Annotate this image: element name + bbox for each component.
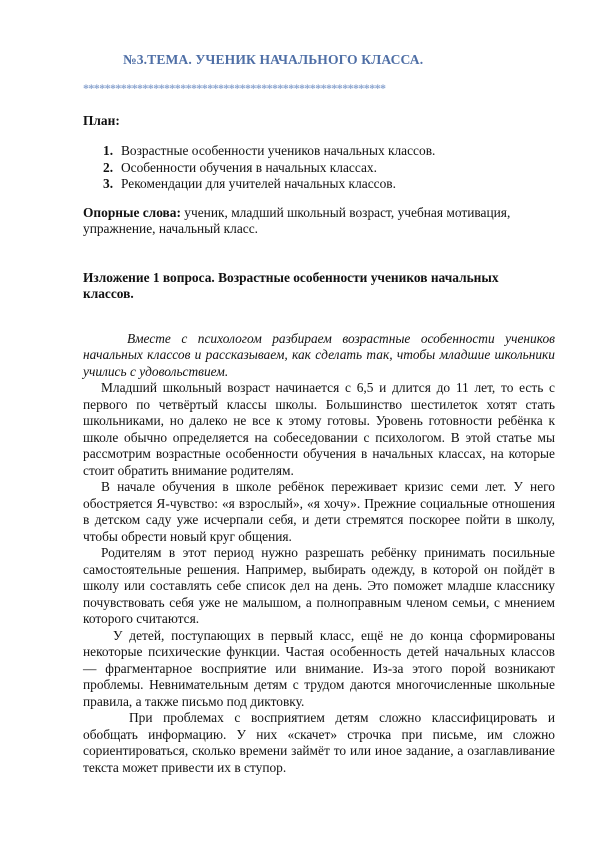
body-paragraph: В начале обучения в школе ребёнок переживает кризис семи лет. У него обостряется Я-чувство: «я взрослый», «я хочу». Прежние социальные отношения в детском саду уже исчерпали себя, и дети стремятся поскорее пойти в школу, чтобы обрести новый круг общения. <box>83 479 555 544</box>
plan-list <box>83 143 555 193</box>
separator-line: ******************************************************** <box>83 81 386 95</box>
page-content <box>83 52 555 776</box>
plan-item-number: 1. <box>103 143 114 158</box>
keywords-text: ученик, младший школьный возраст, учебная мотивация, упражнение, начальный класс. <box>83 204 511 236</box>
plan-item-number: 2. <box>103 159 114 175</box>
plan-item-text: Рекомендации для учителей начальных классов. <box>121 176 396 191</box>
body-paragraph: При проблемах с восприятием детям сложно классифицировать и обобщать информацию. У них «скачет» строчка при письме, им сложно сориентироваться, сколько времени займёт то или иное задание, а озаглавливание текста может привести их в ступор. <box>83 710 555 775</box>
plan-heading: План: <box>83 113 120 128</box>
body-paragraph: Родителям в этот период нужно разрешать ребёнку принимать посильные самостоятельные решения. Например, выбирать одежду, в которой он пойдёт в школу или составлять себе список дел на день. Это поможет младше класснику почувствовать себя уже не малышом, а полноправным членом семьи, с мнением которого считаются. <box>83 545 555 626</box>
plan-item <box>83 160 555 177</box>
body-paragraph: У детей, поступающих в первый класс, ещё не до конца сформированы некоторые психические функции. Частая особенность детей начальных классов — фрагментарное восприятие или внимание. Из-за этого порой возникают проблемы. Невнимательным детям с трудом даются многочисленные школьные правила, а также письмо под диктовку. <box>83 627 555 709</box>
document-title: №3.ТЕМА. УЧЕНИК НАЧАЛЬНОГО КЛАССА. <box>123 52 424 67</box>
keywords-label: Опорные слова: <box>83 204 181 220</box>
section-heading: Изложение 1 вопроса. Возрастные особенности учеников начальных классов. <box>83 269 499 301</box>
plan-item-text: Особенности обучения в начальных классах. <box>121 159 377 175</box>
plan-item-text: Возрастные особенности учеников начальных классов. <box>121 143 436 158</box>
plan-item <box>83 143 555 160</box>
plan-item-number: 3. <box>103 176 114 191</box>
section-intro: Вместе с психологом разбираем возрастные особенности учеников начальных классов и рассказываем, как сделать так, чтобы младшие школьники учились с удовольствием. <box>83 330 555 379</box>
plan-item <box>83 176 555 193</box>
body-paragraph: Младший школьный возраст начинается с 6,5 и длится до 11 лет, то есть с первого по четвёртый классы школы. Большинство шестилеток хотят стать школьниками, но далеко не все к этому готовы. Уровень готовности ребёнка к школе обычно определяется на собеседовании с психологом. В этой статье мы рассмотрим возрастные особенности обучения в начальных классах, на которые стоит обратить внимание родителям. <box>83 380 555 478</box>
keywords-paragraph <box>83 205 555 238</box>
